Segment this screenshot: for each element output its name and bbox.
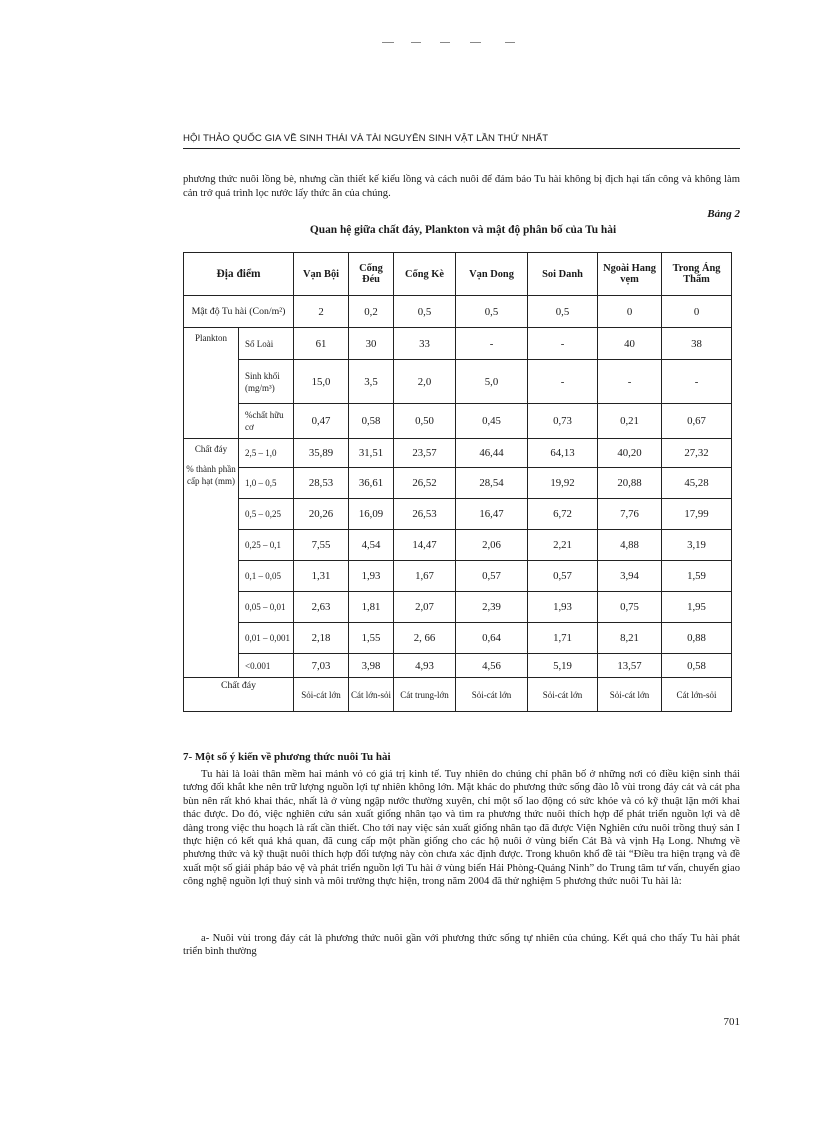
row-label: 0,25 – 0,1 <box>239 530 294 561</box>
site-header: Vạn Dong <box>456 253 528 296</box>
table-cell: 0,73 <box>528 404 598 439</box>
table-cell: 2,63 <box>294 592 349 623</box>
table-cell: 4,93 <box>394 654 456 678</box>
table-cell: 40,20 <box>598 439 662 468</box>
scan-artifact <box>382 42 394 43</box>
table-cell: 1,93 <box>528 592 598 623</box>
table-cell: 61 <box>294 328 349 360</box>
table-cell: 1,55 <box>349 623 394 654</box>
density-label: Mật độ Tu hài (Con/m²) <box>184 296 294 328</box>
table-cell: 16,47 <box>456 499 528 530</box>
table-cell: 1,31 <box>294 561 349 592</box>
table-cell: 1,93 <box>349 561 394 592</box>
table-cell: 1,71 <box>528 623 598 654</box>
table-cell: 3,98 <box>349 654 394 678</box>
table-cell: 30 <box>349 328 394 360</box>
row-label: 0,5 – 0,25 <box>239 499 294 530</box>
table-cell: 26,53 <box>394 499 456 530</box>
body-paragraph: a- Nuôi vùi trong đáy cát là phương thức nuôi gần với phương thức sống tự nhiên của chúng. Kết quả cho thấy Tu hài phát triển bình thường <box>183 933 740 958</box>
table-cell: Cát lớn-sỏi <box>662 678 732 712</box>
table-cell: 16,09 <box>349 499 394 530</box>
intro-paragraph: phương thức nuôi lồng bè, nhưng cần thiết kế kiểu lồng và cách nuôi để đảm bảo Tu hài không bị địch hại tấn công và không làm cản trở quá trình lọc nước lấy thức ăn của chúng. <box>183 174 740 199</box>
site-header: Ngoài Hang vẹm <box>598 253 662 296</box>
table-cell: Sỏi-cát lớn <box>456 678 528 712</box>
row-label: 0,05 – 0,01 <box>239 592 294 623</box>
table-cell: 13,57 <box>598 654 662 678</box>
table-cell: 7,76 <box>598 499 662 530</box>
table-cell: 0,50 <box>394 404 456 439</box>
table-cell: Cát lớn-sỏi <box>349 678 394 712</box>
table-cell: 2, 66 <box>394 623 456 654</box>
table-cell: 0,5 <box>528 296 598 328</box>
body-paragraph: Tu hài là loài thân mềm hai mảnh vỏ có giá trị kinh tế. Tuy nhiên do chúng chỉ phân bố ở những nơi có điều kiện sinh thái tương đối khắt khe nên trữ lượng nguồn lợi tự nhiên không lớn. Mặt khác do phương thức sống đào lỗ vùi trong đáy cát và cát pha bùn nên rất khó khai thác, nhất là ở vùng ngập nước thường xuyên, chỉ một số lao động có sức khỏe và có kỹ thuật lặn mới khai thác được. Do đó, việc nghiên cứu sản xuất giống nhân tạo và tìm ra phương thức nuôi thích hợp để phát triển nguồn lợi và dễ dàng trong việc thu hoạch là rất cần thiết. Cho tới nay việc sản xuất giống nhân tạo đã được Viện Nghiên cứu nuôi trồng thuỷ sản I thực hiện có kết quả khả quan, đã cung cấp một phần giống cho các hộ nuôi ở vùng biển Cát Bà và vịnh Hạ Long. Nhưng về phương thức và kỹ thuật nuôi thích hợp đối tượng này còn chưa xác định được. Trong khuôn khổ đề tài “Điều tra hiện trạng và đề xuất một số giải pháp bảo vệ và phát triển nguồn lợi Tu hài ở vùng biển Hải Phòng-Quảng Ninh” do Trung tâm tư vấn, chuyển giao công nghệ nguồn lợi thuỷ sinh và môi trường thực hiện, trong năm 2004 đã thử nghiệm 5 phương thức nuôi Tu hài là: <box>183 769 740 888</box>
table-cell: 2,18 <box>294 623 349 654</box>
row-label: Số Loài <box>239 328 294 360</box>
row-label: %chất hữu cơ <box>239 404 294 439</box>
table-cell: Sỏi-cát lớn <box>598 678 662 712</box>
table-cell: 0,75 <box>598 592 662 623</box>
table-cell: 2,0 <box>394 360 456 404</box>
table-cell: 3,5 <box>349 360 394 404</box>
table-cell: 1,59 <box>662 561 732 592</box>
row-label: 2,5 – 1,0 <box>239 439 294 468</box>
table-cell: 31,51 <box>349 439 394 468</box>
table-row <box>184 678 732 712</box>
table-cell: 4,54 <box>349 530 394 561</box>
scan-artifact <box>411 42 421 43</box>
table-row <box>184 561 732 592</box>
table-cell: 0,5 <box>456 296 528 328</box>
table-row <box>184 296 732 328</box>
table-cell: 0,58 <box>349 404 394 439</box>
table-cell: 2 <box>294 296 349 328</box>
table-cell: 46,44 <box>456 439 528 468</box>
table-cell: - <box>598 360 662 404</box>
scan-artifact <box>505 42 515 43</box>
table-cell: 19,92 <box>528 468 598 499</box>
row-label: 0,1 – 0,05 <box>239 561 294 592</box>
table-cell: 33 <box>394 328 456 360</box>
plankton-label: Plankton <box>184 328 239 439</box>
table-cell: 20,26 <box>294 499 349 530</box>
site-header: Trong Áng Thẩm <box>662 253 732 296</box>
page-number: 701 <box>723 1016 740 1028</box>
header-rule <box>183 148 740 149</box>
sediment-label-line1: Chất đáy <box>194 444 228 454</box>
site-header: Soi Danh <box>528 253 598 296</box>
table-row <box>184 404 732 439</box>
table-cell: 64,13 <box>528 439 598 468</box>
table-caption: Quan hệ giữa chất đáy, Plankton và mật độ phân bố của Tu hài <box>309 224 617 236</box>
table-row <box>184 328 732 360</box>
table-cell: - <box>662 360 732 404</box>
table-cell: 36,61 <box>349 468 394 499</box>
table-cell: 1,81 <box>349 592 394 623</box>
table-cell: 4,56 <box>456 654 528 678</box>
table-cell: 7,03 <box>294 654 349 678</box>
row-label: 1,0 – 0,5 <box>239 468 294 499</box>
table-cell: 35,89 <box>294 439 349 468</box>
table-cell: 38 <box>662 328 732 360</box>
table-cell: 0 <box>598 296 662 328</box>
table-cell: 5,19 <box>528 654 598 678</box>
table-cell: 0,67 <box>662 404 732 439</box>
table-cell: 0,21 <box>598 404 662 439</box>
table-cell: 2,06 <box>456 530 528 561</box>
running-header: HỘI THẢO QUỐC GIA VỀ SINH THÁI VÀ TÀI NGUYÊN SINH VẬT LẦN THỨ NHẤT <box>183 133 549 144</box>
table-cell: Cát trung-lớn <box>394 678 456 712</box>
table-cell: 8,21 <box>598 623 662 654</box>
table-cell: 0,2 <box>349 296 394 328</box>
table-row <box>184 654 732 678</box>
table-cell: 5,0 <box>456 360 528 404</box>
table-row <box>184 530 732 561</box>
table-cell: 40 <box>598 328 662 360</box>
row-label: <0.001 <box>239 654 294 678</box>
table-cell: 3,19 <box>662 530 732 561</box>
table-label: Bảng 2 <box>707 208 740 220</box>
table-cell: 0,57 <box>528 561 598 592</box>
table-row <box>184 360 732 404</box>
table-cell: Sỏi-cát lớn <box>294 678 349 712</box>
table-cell: 1,67 <box>394 561 456 592</box>
row-label: Sinh khối (mg/m³) <box>239 360 294 404</box>
table-cell: 28,54 <box>456 468 528 499</box>
table-cell: 45,28 <box>662 468 732 499</box>
site-header: Vạn Bội <box>294 253 349 296</box>
location-header: Địa điểm <box>184 253 294 296</box>
data-table <box>183 252 732 712</box>
table-cell: 17,99 <box>662 499 732 530</box>
table-cell: - <box>528 360 598 404</box>
table-cell: 0,45 <box>456 404 528 439</box>
table-cell: 0,5 <box>394 296 456 328</box>
table-cell: 3,94 <box>598 561 662 592</box>
table-cell: 0,57 <box>456 561 528 592</box>
table-row <box>184 499 732 530</box>
header-row <box>184 253 732 296</box>
sediment-label-line2: % thành phần cấp hạt (mm) <box>186 464 236 486</box>
table-cell: Sỏi-cát lớn <box>528 678 598 712</box>
table-cell: 4,88 <box>598 530 662 561</box>
bottom-type-label: Chất đáy <box>184 678 294 712</box>
section-title: 7- Một số ý kiến về phương thức nuôi Tu hài <box>183 751 391 763</box>
table-cell: 28,53 <box>294 468 349 499</box>
site-header: Cống Đéu <box>349 253 394 296</box>
scan-artifact <box>440 42 450 43</box>
site-header: Cống Kè <box>394 253 456 296</box>
table-cell: 6,72 <box>528 499 598 530</box>
table-cell: 0,88 <box>662 623 732 654</box>
table-cell: - <box>528 328 598 360</box>
table-row <box>184 592 732 623</box>
table-cell: - <box>456 328 528 360</box>
table-cell: 14,47 <box>394 530 456 561</box>
table-row <box>184 623 732 654</box>
table-cell: 23,57 <box>394 439 456 468</box>
scan-artifact <box>470 42 481 43</box>
table-cell: 2,07 <box>394 592 456 623</box>
row-label: 0,01 – 0,001 <box>239 623 294 654</box>
table-cell: 7,55 <box>294 530 349 561</box>
table-cell: 0,47 <box>294 404 349 439</box>
table-cell: 0 <box>662 296 732 328</box>
table-cell: 2,21 <box>528 530 598 561</box>
table-cell: 20,88 <box>598 468 662 499</box>
table-cell: 2,39 <box>456 592 528 623</box>
table-row <box>184 439 732 468</box>
table-row <box>184 468 732 499</box>
table-cell: 0,64 <box>456 623 528 654</box>
table-cell: 0,58 <box>662 654 732 678</box>
table-cell: 26,52 <box>394 468 456 499</box>
sediment-label <box>184 439 239 678</box>
table-cell: 1,95 <box>662 592 732 623</box>
table-cell: 27,32 <box>662 439 732 468</box>
table-cell: 15,0 <box>294 360 349 404</box>
